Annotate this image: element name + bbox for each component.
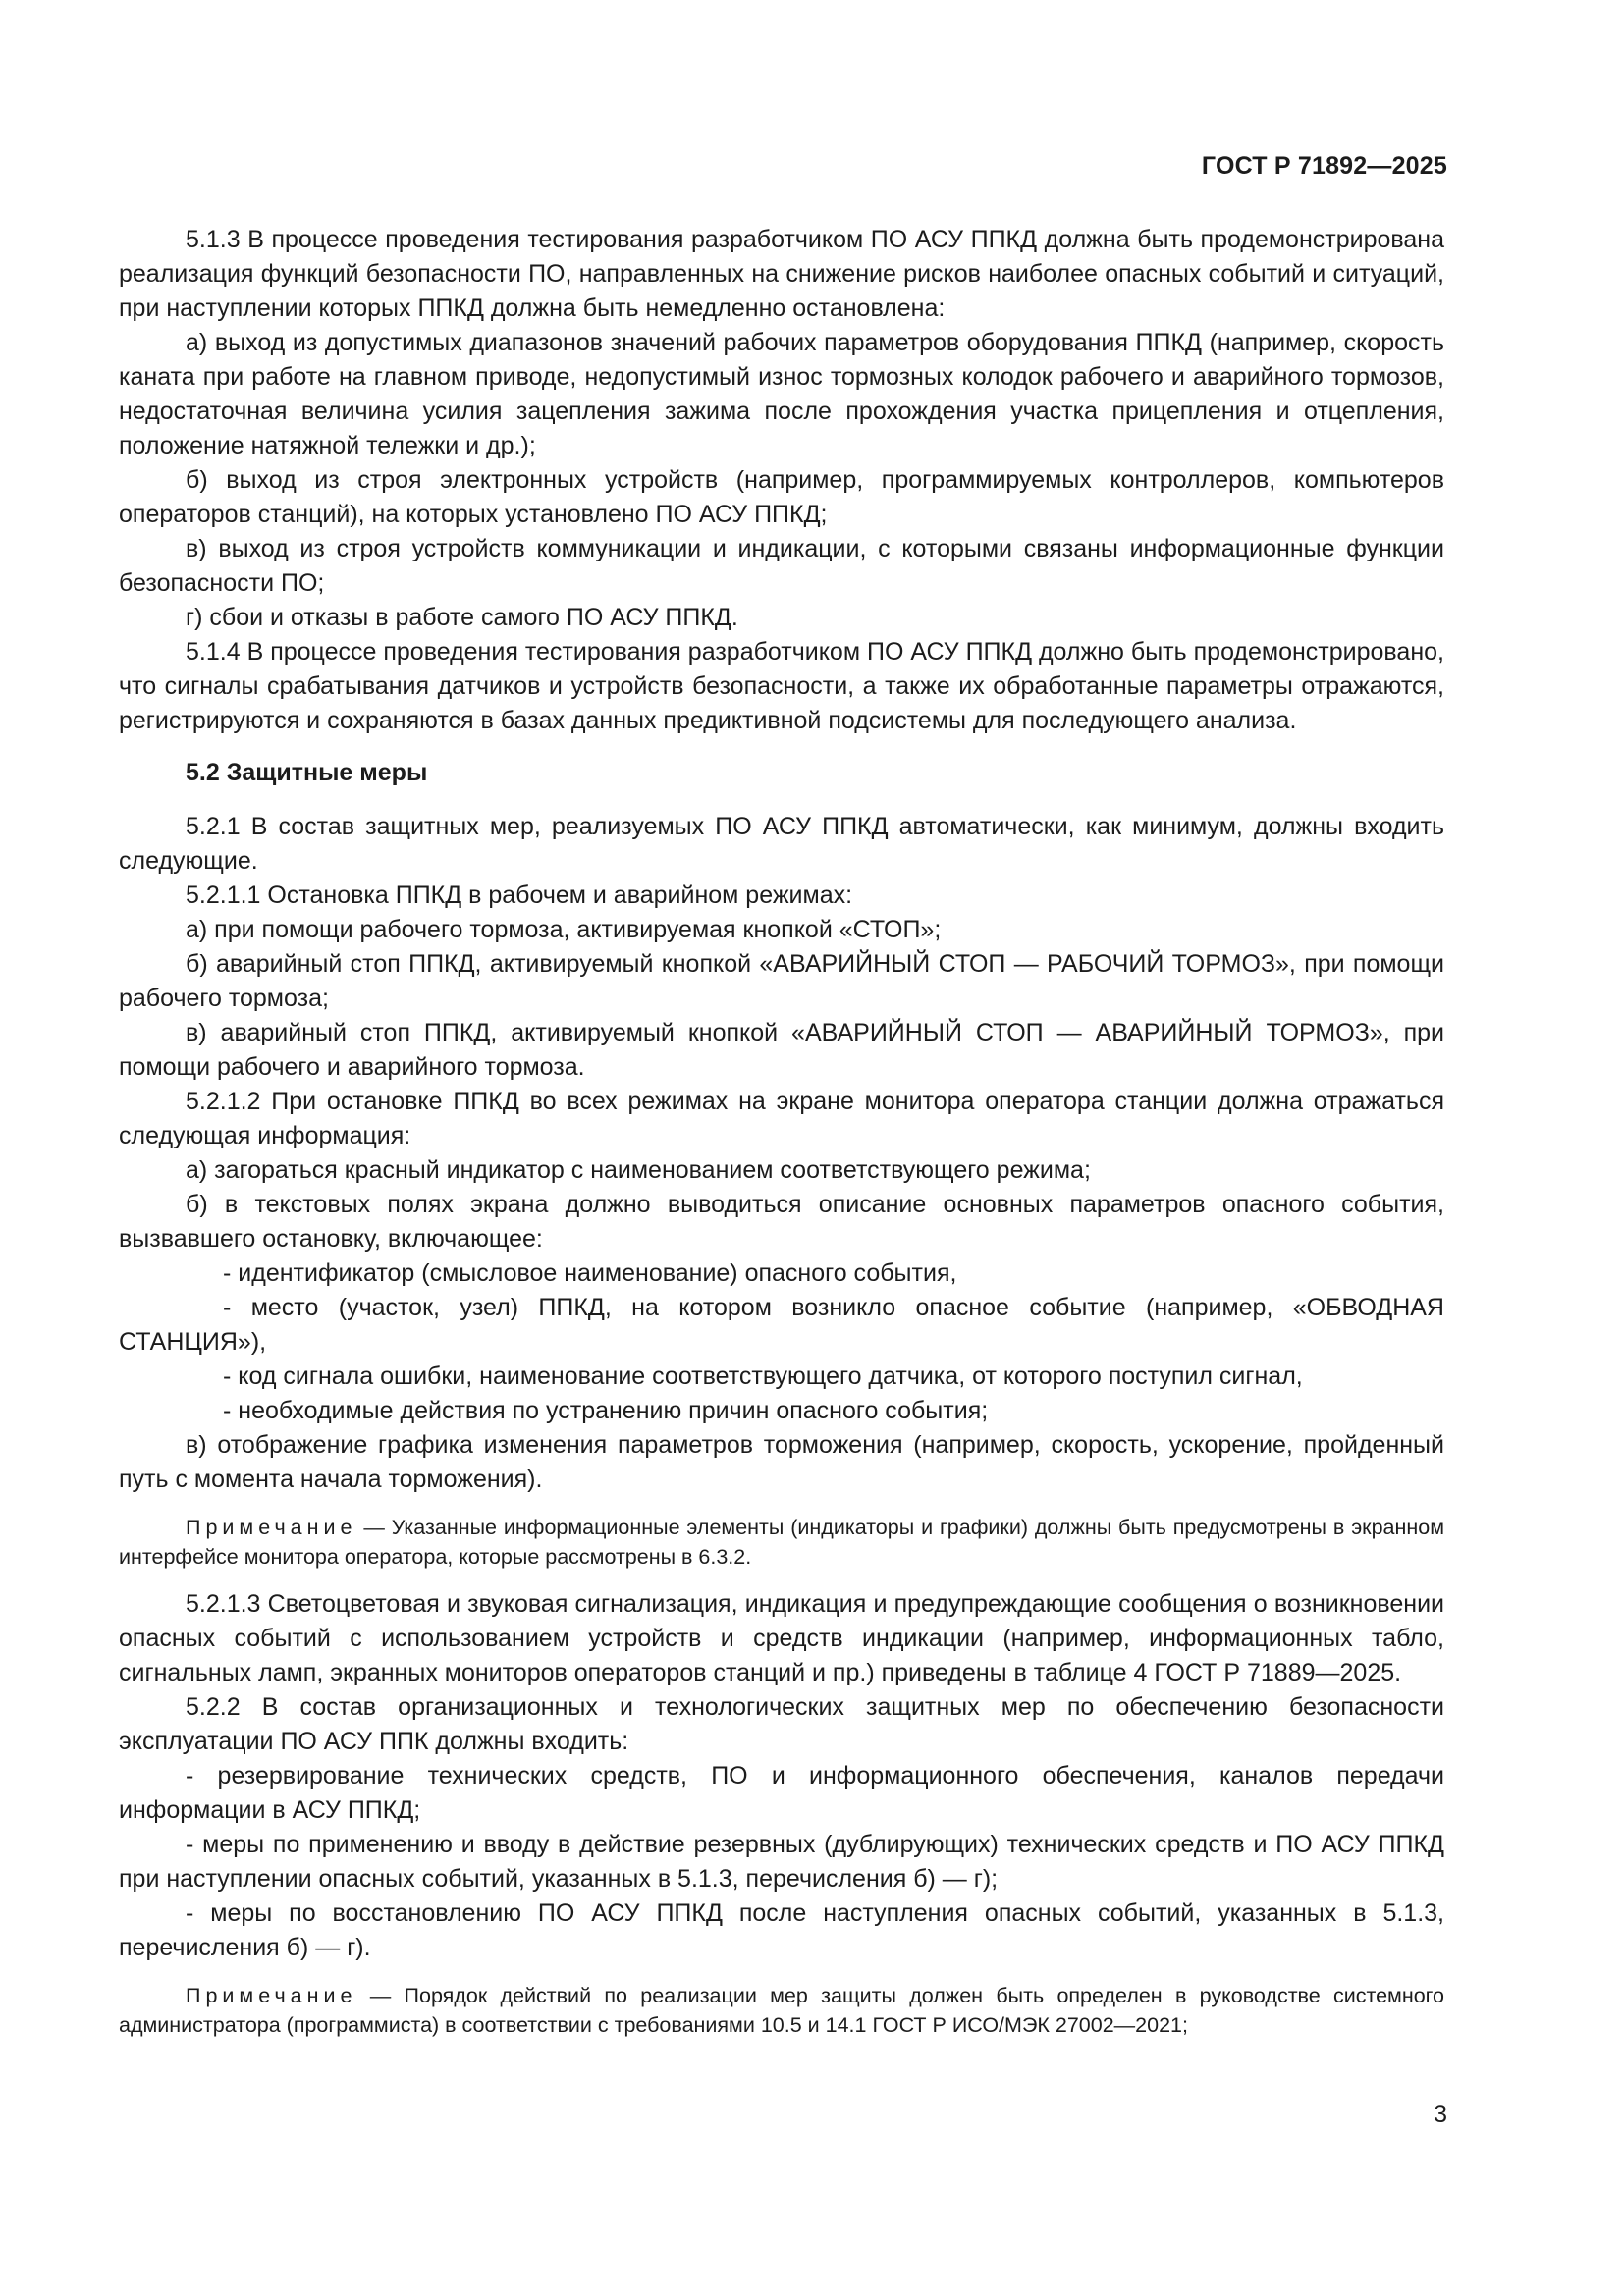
paragraph-5-2-1-1: 5.2.1.1 Остановка ППКД в рабочем и аварийном режимах: — [186, 881, 853, 909]
document-code-header: ГОСТ Р 71892—2025 — [1201, 152, 1447, 180]
note-2-text: — Порядок действий по реализации мер защиты должен быть определен в руководстве системного администратора (программиста) в соответствии с требованиями 10.5 и 14.1 ГОСТ Р ИСО/МЭК 27002—2021; — [119, 1984, 1444, 2037]
paragraph-5-1-3: 5.1.3 В процессе проведения тестирования разработчиком ПО АСУ ППКД должна быть продемонстрирована реализация функций безопасности ПО, направленных на снижение рисков наиболее опасных событий и ситуаций, при наступлении которых ППКД должна быть немедленно остановлена: — [119, 226, 1444, 322]
note-1-text: — Указанные информационные элементы (индикаторы и графики) должны быть предусмотрены в экранном интерфейсе монитора оператора, которые рассмотрены в 6.3.2. — [119, 1516, 1444, 1569]
display-item-c: в) отображение графика изменения параметров торможения (например, скорость, ускорение, пройденный путь с момента начала торможения). — [119, 1431, 1444, 1493]
dash-item-actions: - необходимые действия по устранению причин опасного события; — [223, 1397, 989, 1424]
dash-item-location: - место (участок, узел) ППКД, на котором возникло опасное событие (например, «ОБВОДНАЯ СТАНЦИЯ»), — [119, 1294, 1444, 1356]
measure-item-recovery: - меры по восстановлению ПО АСУ ППКД после наступления опасных событий, указанных в 5.1.3, перечисления б) — г). — [119, 1899, 1444, 1961]
note-1 — [119, 1513, 1444, 1572]
measure-item-failover: - меры по применению и вводу в действие резервных (дублирующих) технических средств и ПО АСУ ППКД при наступлении опасных событий, указанных в 5.1.3, перечисления б) — г); — [119, 1831, 1444, 1893]
page-body — [119, 223, 1444, 2040]
note-2 — [119, 1981, 1444, 2040]
list-item-5-1-3-d: г) сбои и отказы в работе самого ПО АСУ ППКД. — [186, 604, 738, 631]
paragraph-5-2-1: 5.2.1 В состав защитных мер, реализуемых ПО АСУ ППКД автоматически, как минимум, должны входить следующие. — [119, 813, 1444, 875]
list-item-5-1-3-b: б) выход из строя электронных устройств (например, программируемых контроллеров, компьютеров операторов станций), на которых установлено ПО АСУ ППКД; — [119, 466, 1444, 528]
list-item-5-1-3-c: в) выход из строя устройств коммуникации и индикации, с которыми связаны информационные функции безопасности ПО; — [119, 535, 1444, 597]
paragraph-5-2-1-3: 5.2.1.3 Светоцветовая и звуковая сигнализация, индикация и предупреждающие сообщения о возникновении опасных событий с использованием устройств и средств индикации (например, информационных табло, сигнальных ламп, экранных мониторов операторов станций и пр.) приведены в таблице 4 ГОСТ Р 71889—2025. — [119, 1590, 1444, 1686]
stop-item-a: а) при помощи рабочего тормоза, активируемая кнопкой «СТОП»; — [186, 916, 942, 943]
dash-item-error-code: - код сигнала ошибки, наименование соответствующего датчика, от которого поступил сигнал, — [223, 1362, 1303, 1390]
list-item-5-1-3-a: а) выход из допустимых диапазонов значений рабочих параметров оборудования ППКД (например, скорость каната при работе на главном приводе, недопустимый износ тормозных колодок рабочего и аварийного тормозов, недостаточная величина усилия зацепления зажима после прохождения участка прицепления и отцепления, положение натяжной тележки и др.); — [119, 329, 1444, 459]
page-number: 3 — [1434, 2101, 1447, 2128]
measure-item-backup: - резервирование технических средств, ПО и информационного обеспечения, каналов передачи информации в АСУ ППКД; — [119, 1762, 1444, 1824]
paragraph-5-2-1-2: 5.2.1.2 При остановке ППКД во всех режимах на экране монитора оператора станции должна отражаться следующая информация: — [119, 1088, 1444, 1149]
note-1-label: Примечание — [186, 1516, 357, 1539]
section-title-5-2: 5.2 Защитные меры — [186, 759, 428, 786]
dash-item-identifier: - идентификатор (смысловое наименование) опасного события, — [223, 1259, 957, 1287]
note-2-label: Примечание — [186, 1984, 357, 2007]
display-item-b: б) в текстовых полях экрана должно выводиться описание основных параметров опасного события, вызвавшего остановку, включающее: — [119, 1191, 1444, 1253]
stop-item-b: б) аварийный стоп ППКД, активируемый кнопкой «АВАРИЙНЫЙ СТОП — РАБОЧИЙ ТОРМОЗ», при помощи рабочего тормоза; — [119, 950, 1444, 1012]
display-item-a: а) загораться красный индикатор с наименованием соответствующего режима; — [186, 1156, 1091, 1184]
paragraph-5-2-2: 5.2.2 В состав организационных и технологических защитных мер по обеспечению безопасности эксплуатации ПО АСУ ППК должны входить: — [119, 1693, 1444, 1755]
paragraph-5-1-4: 5.1.4 В процессе проведения тестирования разработчиком ПО АСУ ППКД должно быть продемонстрировано, что сигналы срабатывания датчиков и устройств безопасности, а также их обработанные параметры отражаются, регистрируются и сохраняются в базах данных предиктивной подсистемы для последующего анализа. — [119, 638, 1444, 734]
stop-item-c: в) аварийный стоп ППКД, активируемый кнопкой «АВАРИЙНЫЙ СТОП — АВАРИЙНЫЙ ТОРМОЗ», при помощи рабочего и аварийного тормоза. — [119, 1019, 1444, 1081]
